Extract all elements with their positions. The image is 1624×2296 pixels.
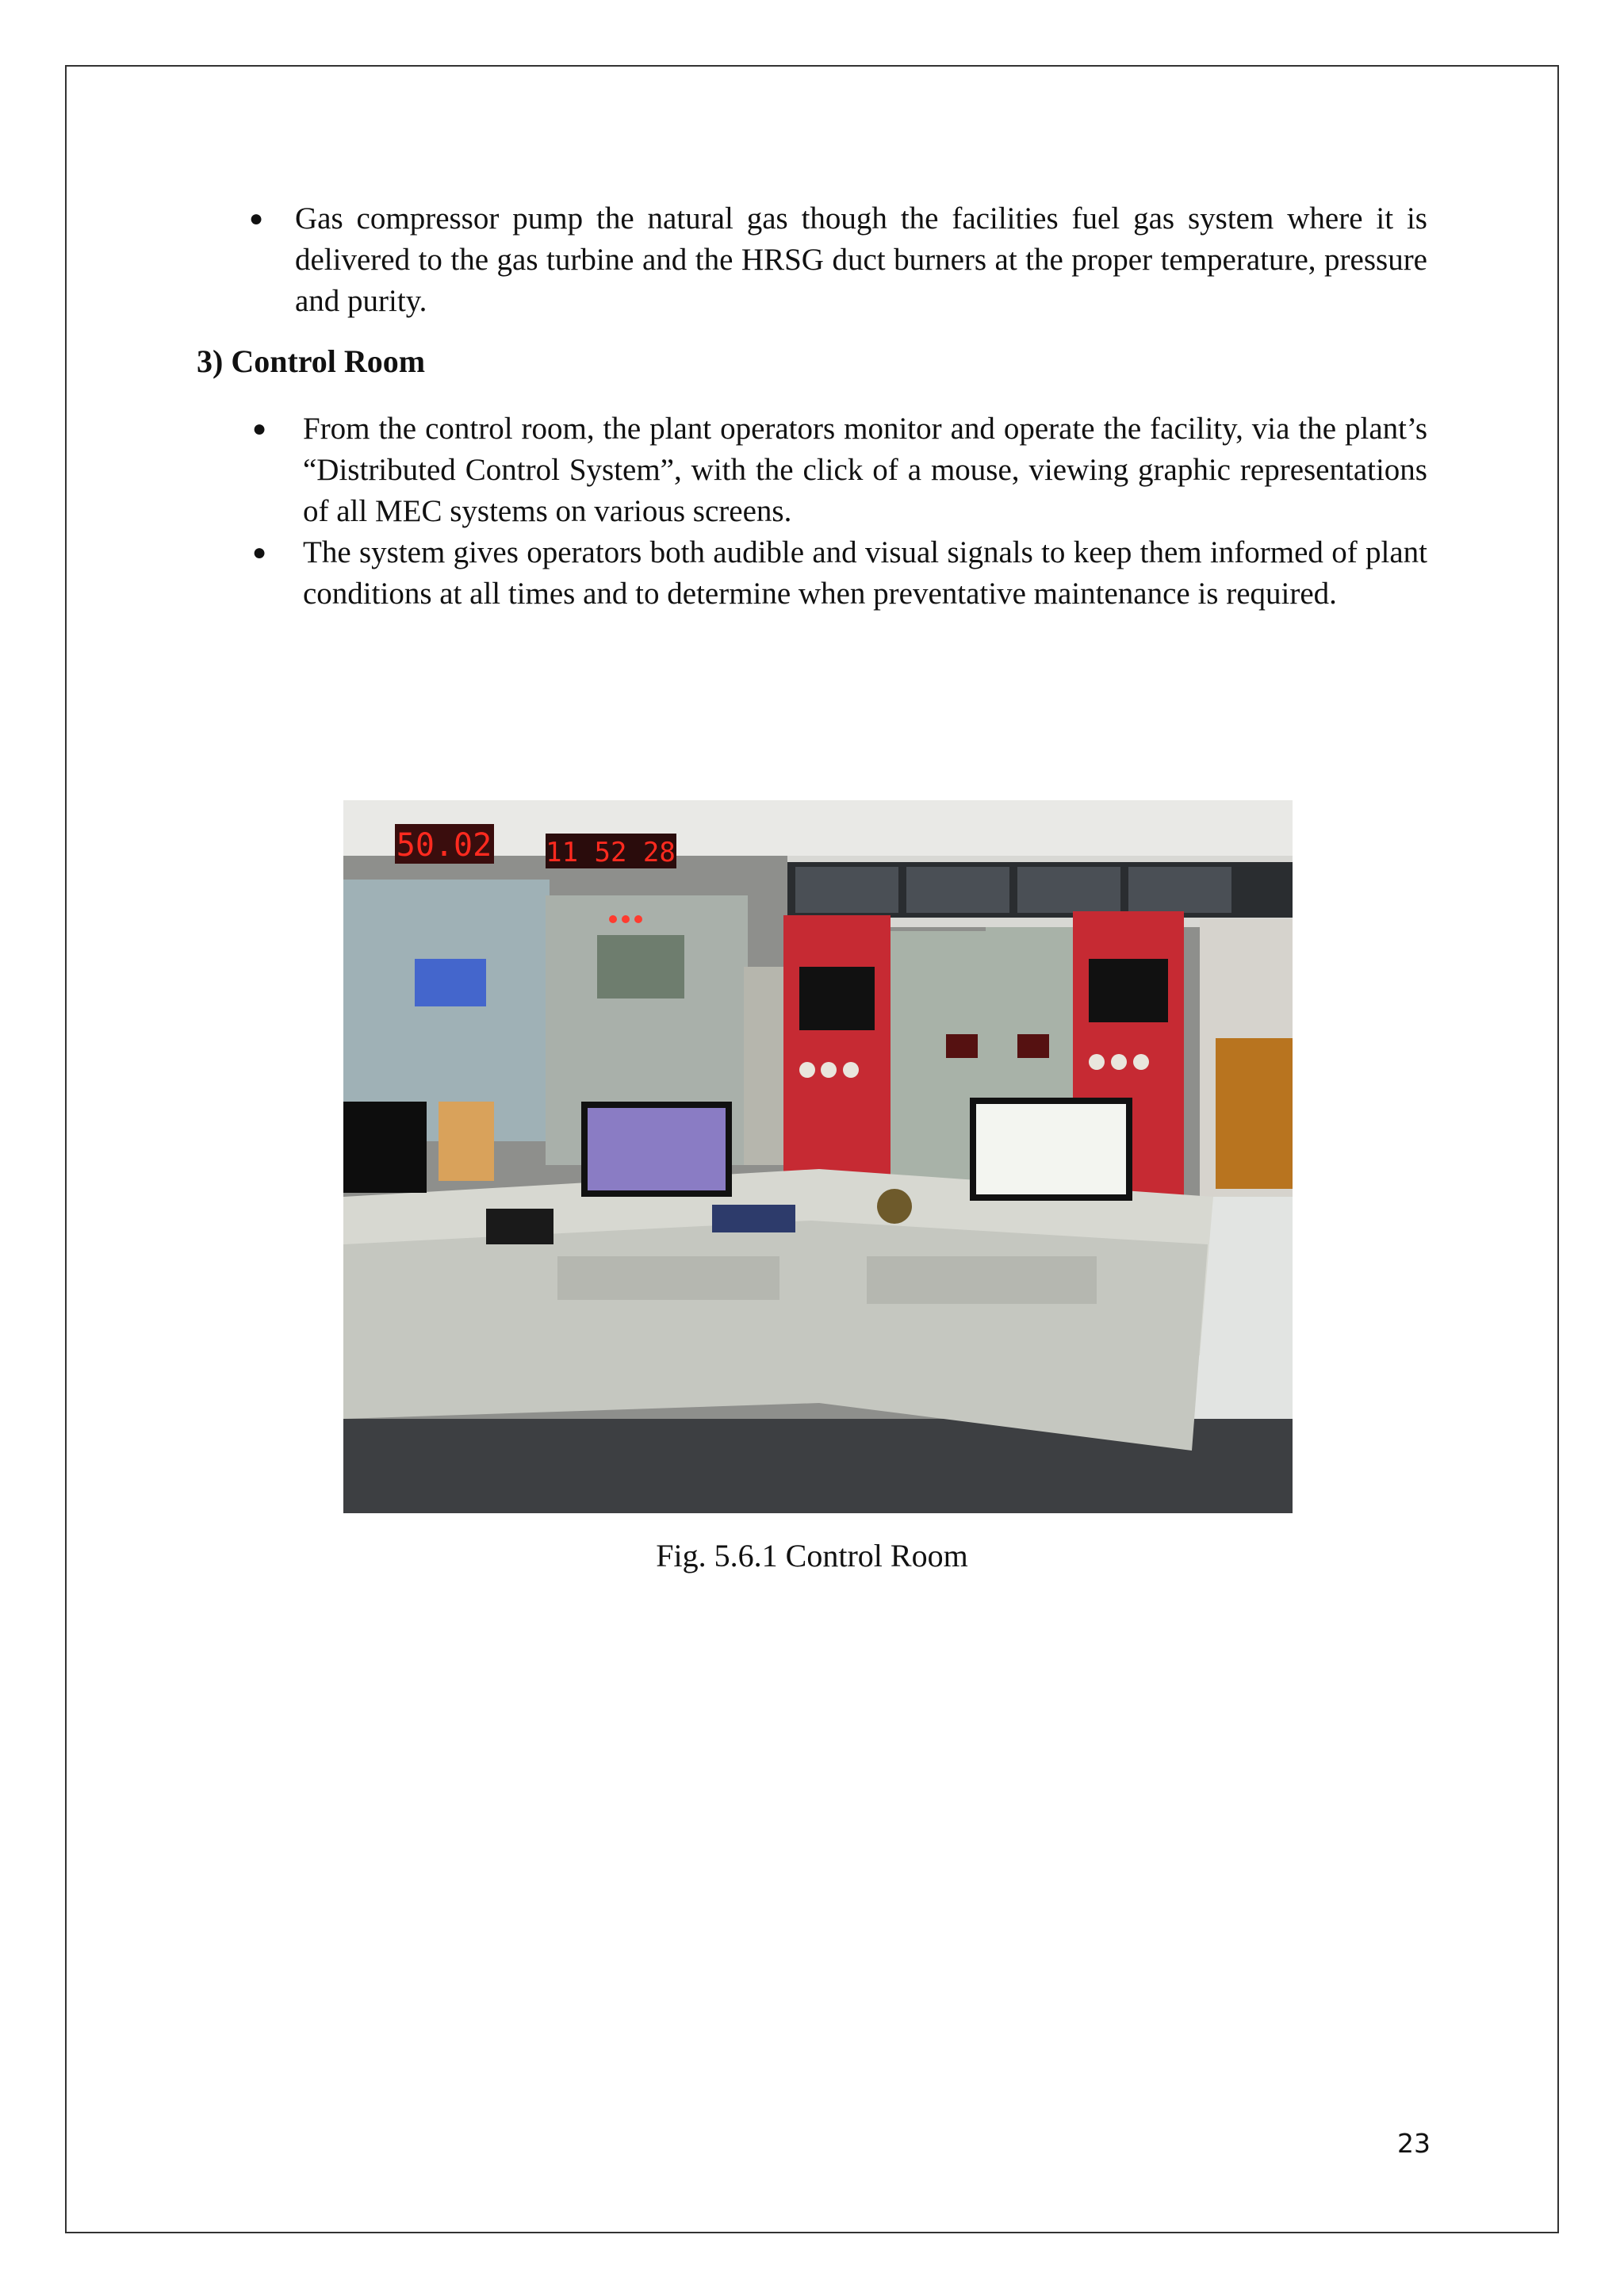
bullet-marker: ● [252,416,267,442]
control-room-photo [343,800,1293,1513]
bullet-item: The system gives operators both audible and visual signals to keep them informed of plant conditions at all times and to determine when preventative maintenance is required. [303,535,1427,611]
bullet-marker: ● [249,205,264,232]
bullet-marker: ● [252,539,267,565]
frequency-display: 50.02 [396,827,492,864]
clock-display: 11 52 28 [546,837,676,868]
figure-caption: Fig. 5.6.1 Control Room [656,1538,968,1573]
page-number: 23 [1397,2128,1431,2159]
bullet-item: From the control room, the plant operators monitor and operate the facility, via the plant’s “Distributed Control System”, with the click of a mouse, viewing graphic representations of all MEC systems on various screens. [303,412,1427,528]
section-heading: 3) Control Room [197,343,426,379]
bullet-item: Gas compressor pump the natural gas though the facilities fuel gas system where it is delivered to the gas turbine and the HRSG duct burners at the proper temperature, pressure and purity. [295,201,1427,318]
